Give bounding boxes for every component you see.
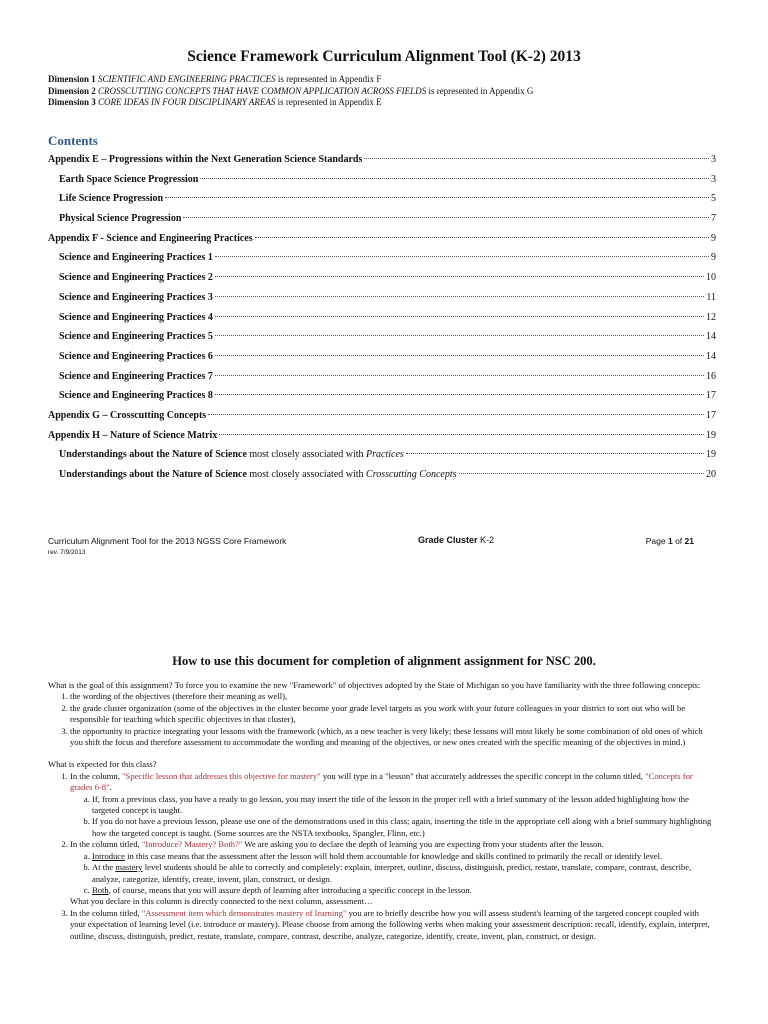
- list-item: 3. the opportunity to practice integrating your lessons with the framework (which, as a new teacher is very likely; these lessons will most likely be some combination of old ones of which you shift the focus and therefore assessment to accommodate the wording and meaning of the objectives, or new ones created with the specific meaning of the objectives in mind.): [70, 726, 716, 749]
- list-item: 2. the grade cluster organization (some of the objectives in the cluster become your grade level targets as you work with your future colleagues in your district to sort out who will be responsible for teaching which specific objectives in that cluster),: [70, 703, 716, 726]
- list-item: a. If, from a previous class, you have a ready to go lesson, you may insert the title of the lesson in the proper cell with a brief summary of the lesson added highlighting how the targeted concept is taught.: [92, 794, 716, 817]
- dimension-line: Dimension 2 CROSSCUTTING CONCEPTS THAT HAVE COMMON APPLICATION ACROSS FIELDS is represented in Appendix G: [48, 85, 534, 96]
- goal-list: [48, 691, 716, 748]
- sub-list: [70, 794, 716, 840]
- list-item: 2. In the column titled, "Introduce? Mastery? Both?" We are asking you to declare the depth of learning you are expecting from your students after the lesson. a. Introduce in this case means that the assessment after the lesson will hold them accountable for knowledge and skills confined to primarily the recall or identify level. b. At the mastery level students should be able to correctly and completely: explain, interpret, outline, discuss, distinguish, predict, restate, translate, compare, contrast, describe, analyze, categorize, identify, create, invent, plan, construct, or design. c. Both, of course, means that you will assure depth of learning after introducing a specific concept in the lesson. What you declare in this column is directly connected to the next column, assessment…: [70, 839, 716, 907]
- dimension-line: Dimension 1 SCIENTIFIC AND ENGINEERING PRACTICES is represented in Appendix F: [48, 74, 382, 84]
- toc-link[interactable]: Science and Engineering Practices 6 14: [59, 350, 716, 362]
- toc-link[interactable]: Life Science Progression 5: [59, 193, 716, 205]
- instructions-body: [48, 680, 716, 942]
- list-item: b. At the mastery level students should be able to correctly and completely: explain, interpret, outline, discuss, distinguish, predict, restate, translate, compare, contrast, describe, analyze, categorize, identify, create, invent, plan, construct, or design.: [92, 862, 716, 885]
- toc-link[interactable]: Science and Engineering Practices 7 16: [59, 370, 716, 382]
- list-item: 1. the wording of the objectives (therefore their meaning as well),: [70, 691, 716, 702]
- toc-link[interactable]: Appendix G – Crosscutting Concepts 17: [48, 409, 716, 421]
- section-title: How to use this document for completion of alignment assignment for NSC 200.: [172, 654, 596, 668]
- expected-list: [48, 771, 716, 942]
- table-of-contents: [48, 150, 716, 485]
- list-item: c. Both, of course, means that you will assure depth of learning after introducing a specific concept in the lesson.: [92, 885, 716, 896]
- dimensions-block: [48, 74, 533, 109]
- footer-title: Curriculum Alignment Tool for the 2013 NGSS Core Framework: [48, 536, 287, 546]
- dimension-line: Dimension 3 CORE IDEAS IN FOUR DISCIPLINARY AREAS is represented in Appendix E: [48, 97, 382, 107]
- footer-grade-cluster: Grade Cluster K-2: [418, 535, 495, 545]
- toc-link[interactable]: Understandings about the Nature of Science most closely associated with Crosscutting Concepts 20: [59, 469, 716, 480]
- toc-link[interactable]: Physical Science Progression 7: [59, 213, 716, 225]
- toc-link[interactable]: Science and Engineering Practices 4 12: [59, 311, 716, 323]
- toc-link[interactable]: Earth Space Science Progression 3: [59, 173, 716, 185]
- toc-link[interactable]: Science and Engineering Practices 5 14: [59, 331, 716, 343]
- goal-question: What is the goal of this assignment? To force you to examine the new "Framework" of objectives adopted by the State of Michigan so you have familiarity with the three following concepts:: [48, 680, 701, 690]
- toc-link[interactable]: Appendix E – Progressions within the Next Generation Science Standards 3: [48, 154, 716, 165]
- toc-link[interactable]: Appendix H – Nature of Science Matrix 19: [48, 429, 716, 441]
- list-item: a. Introduce in this case means that the assessment after the lesson will hold them accountable for knowledge and skills confined to primarily the recall or identify level.: [92, 851, 716, 862]
- column-note: What you declare in this column is directly connected to the next column, assessment…: [70, 896, 373, 907]
- document-title: Science Framework Curriculum Alignment Tool (K-2) 2013: [187, 48, 581, 65]
- expected-question: What is expected for this class?: [48, 759, 157, 770]
- toc-link[interactable]: Science and Engineering Practices 2 10: [59, 272, 716, 284]
- sub-list: [70, 851, 716, 897]
- toc-link[interactable]: Appendix F - Science and Engineering Practices 9: [48, 232, 716, 244]
- contents-heading: Contents: [48, 133, 98, 148]
- list-item: 3. In the column titled, "Assessment item which demonstrates mastery of learning" you are to briefly describe how you will assess student's learning of the targeted concept coupled with your expectation of learning level (i.e. introduce or mastery). Please choose from among the following verbs when making your assessment description: recall, identify, explain, interpret, outline, discuss, distinguish, predict, restate, translate, compare, contrast, describe, analyze, categorize, identify, create, invent, plan, construct, or design.: [70, 908, 716, 942]
- list-item: b. If you do not have a previous lesson, please use one of the demonstrations used in this class; again, inserting the title in the appropriate cell along with a brief summary highlighting how the targeted concept is taught. (Some sources are the NSTA textbooks, Spangler, Flinn, etc.): [92, 816, 716, 839]
- footer-revision: rev. 7/9/2013: [48, 549, 86, 556]
- list-item: 1. In the column, "Specific lesson that addresses this objective for mastery" you will type in a "lesson" that accurately addresses the specific concept in the column titled, "Concepts for grades 6-8". a. If, from a previous class, you have a ready to go lesson, you may insert the title of the lesson in the proper cell with a brief summary of the lesson added highlighting how the targeted concept is taught. b. If you do not have a previous lesson, please use one of the demonstrations used in this class; again, inserting the title in the appropriate cell along with a brief summary highlighting how the targeted concept is taught. (Some sources are the NSTA textbooks, Spangler, Flinn, etc.): [70, 771, 716, 839]
- toc-link[interactable]: Science and Engineering Practices 8 17: [59, 390, 716, 402]
- toc-link[interactable]: Science and Engineering Practices 1 9: [59, 252, 716, 264]
- toc-link[interactable]: Understandings about the Nature of Science most closely associated with Practices 19: [59, 449, 716, 461]
- footer-page-number: Page 1 of 21: [645, 536, 694, 546]
- toc-link[interactable]: Science and Engineering Practices 3 11: [59, 291, 716, 303]
